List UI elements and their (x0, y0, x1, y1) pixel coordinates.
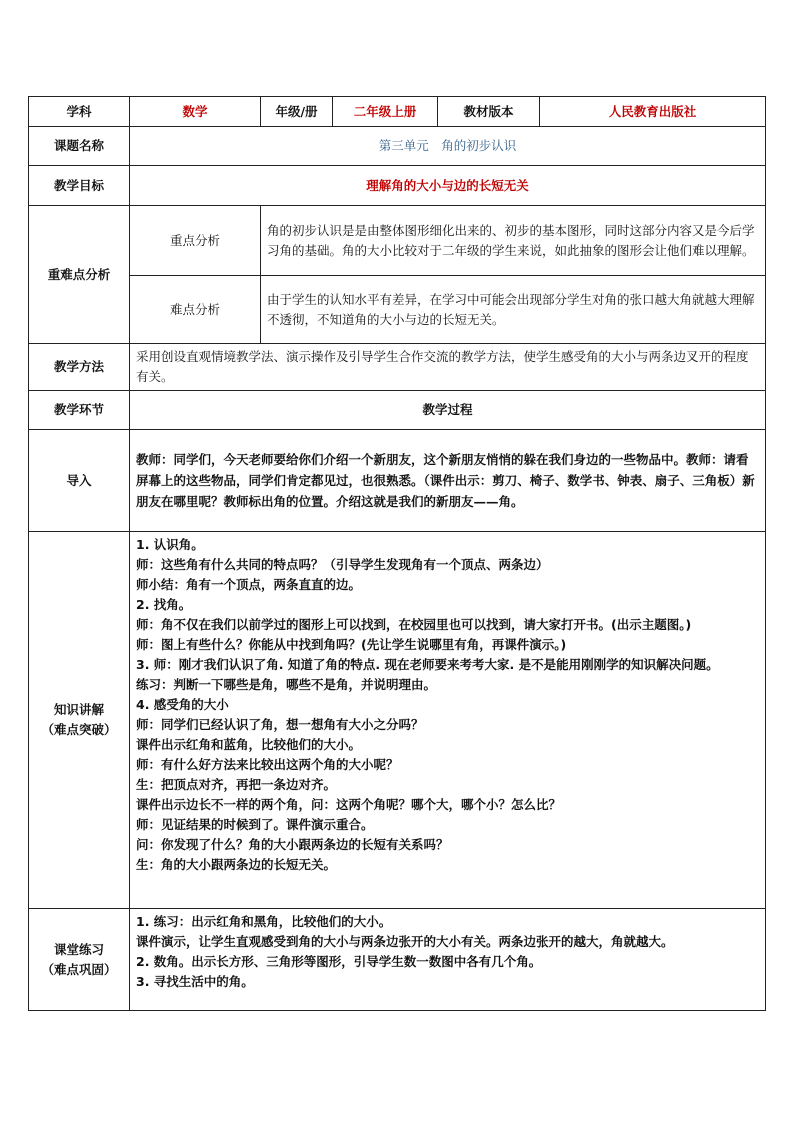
intro-text: 教师：同学们，今天老师要给你们介绍一个新朋友，这个新朋友悄悄的躲在我们身边的一些物品中。教师：请看屏幕上的这些物品，同学们肯定都见过，也很熟悉。（课件出示：剪刀、椅子、数学书、钟表、扇子、三角板）新朋友在哪里呢？教师标出角的位置。介绍这就是我们的新朋友——角。 (130, 430, 766, 532)
knowledge-row (29, 532, 766, 909)
topic-row (29, 127, 766, 166)
subject-value: 数学 (130, 97, 261, 127)
knowledge-line: 师：图上有些什么？你能从中找到角吗？(先让学生说哪里有角，再课件演示。) (136, 637, 567, 652)
knowledge-label (29, 532, 130, 909)
key-analysis-row (29, 206, 766, 276)
practice-line: 2. 数角。出示长方形、三角形等图形，引导学生数一数图中各有几个角。 (136, 954, 542, 969)
knowledge-line: 1. 认识角。 (136, 537, 204, 552)
topic-value: 第三单元 角的初步认识 (130, 127, 766, 166)
key-analysis-label: 重点分析 (130, 206, 261, 276)
intro-label: 导入 (29, 430, 130, 532)
process-header-value: 教学过程 (130, 391, 766, 430)
edition-label: 教材版本 (438, 97, 540, 127)
knowledge-line: 师：同学们已经认识了角，想一想角有大小之分吗？ (136, 717, 424, 732)
knowledge-content (130, 532, 766, 909)
grade-value: 二年级上册 (333, 97, 438, 127)
knowledge-line: 师：见证结果的时候到了。课件演示重合。 (136, 817, 374, 832)
knowledge-line: 师：角不仅在我们以前学过的图形上可以找到，在校园里也可以找到，请大家打开书。(出示主题图。) (136, 617, 692, 632)
knowledge-line: 生：把顶点对齐，再把一条边对齐。 (136, 777, 337, 792)
practice-label-line1: 课堂练习 (53, 941, 104, 957)
goal-value: 理解角的大小与边的长短无关 (130, 166, 766, 206)
topic-label: 课题名称 (29, 127, 130, 166)
analysis-label: 重难点分析 (29, 206, 130, 344)
knowledge-line: 2. 找角。 (136, 597, 192, 612)
subject-label: 学科 (29, 97, 130, 127)
knowledge-label-line1: 知识讲解 (53, 702, 104, 717)
key-analysis-text: 角的初步认识是是由整体图形细化出来的、初步的基本图形，同时这部分内容又是今后学习角的基础。角的大小比较对于二年级的学生来说，如此抽象的图形会让他们难以理解。 (261, 206, 766, 276)
knowledge-line: 课件出示红角和蓝角，比较他们的大小。 (136, 737, 362, 752)
knowledge-line: 课件出示边长不一样的两个角，问：这两个角呢？哪个大，哪个小？怎么比？ (136, 797, 562, 812)
knowledge-label-line2: （难点突破） (41, 722, 117, 737)
practice-row (29, 909, 766, 1011)
grade-label: 年级/册 (261, 97, 333, 127)
knowledge-line: 师：这些角有什么共同的特点吗？（引导学生发现角有一个顶点、两条边） (136, 557, 549, 572)
method-row (29, 344, 766, 391)
edition-value: 人民教育出版社 (540, 97, 766, 127)
process-header-row (29, 391, 766, 430)
knowledge-line: 师：有什么好方法来比较出这两个角的大小呢？ (136, 757, 399, 772)
knowledge-line: 师小结：角有一个顶点，两条直直的边。 (136, 577, 362, 592)
method-label: 教学方法 (29, 344, 130, 391)
practice-line: 1. 练习：出示红角和黑角，比较他们的大小。 (136, 914, 392, 929)
practice-line: 课件演示，让学生直观感受到角的大小与两条边张开的大小有关。两条边张开的越大，角就越大。 (136, 934, 674, 949)
intro-row (29, 430, 766, 532)
knowledge-line: 4. 感受角的大小 (136, 697, 229, 712)
knowledge-line: 问：你发现了什么？角的大小跟两条边的长短有关系吗？ (136, 837, 449, 852)
knowledge-line: 练习：判断一下哪些是角，哪些不是角，并说明理由。 (136, 677, 437, 692)
knowledge-line: 3. 师：刚才我们认识了角. 知道了角的特点. 现在老师要来考考大家. 是不是能用刚刚学的知识解决问题。 (136, 657, 719, 672)
lesson-plan-table (28, 96, 766, 1011)
difficult-analysis-text: 由于学生的认知水平有差异，在学习中可能会出现部分学生对角的张口越大角就越大理解不透彻，不知道角的大小与边的长短无关。 (261, 276, 766, 344)
difficult-analysis-label: 难点分析 (130, 276, 261, 344)
practice-line: 3. 寻找生活中的角。 (136, 974, 254, 989)
method-text: 采用创设直观情境教学法、演示操作及引导学生合作交流的教学方法，使学生感受角的大小与两条边叉开的程度有关。 (130, 344, 766, 391)
goal-row (29, 166, 766, 206)
practice-label (29, 909, 130, 1011)
goal-label: 教学目标 (29, 166, 130, 206)
practice-content (130, 909, 766, 1011)
knowledge-line: 生：角的大小跟两条边的长短无关。 (136, 857, 337, 872)
process-step-label: 教学环节 (29, 391, 130, 430)
difficult-analysis-row (29, 276, 766, 344)
practice-label-line2: （难点巩固） (41, 961, 117, 977)
header-row (29, 97, 766, 127)
